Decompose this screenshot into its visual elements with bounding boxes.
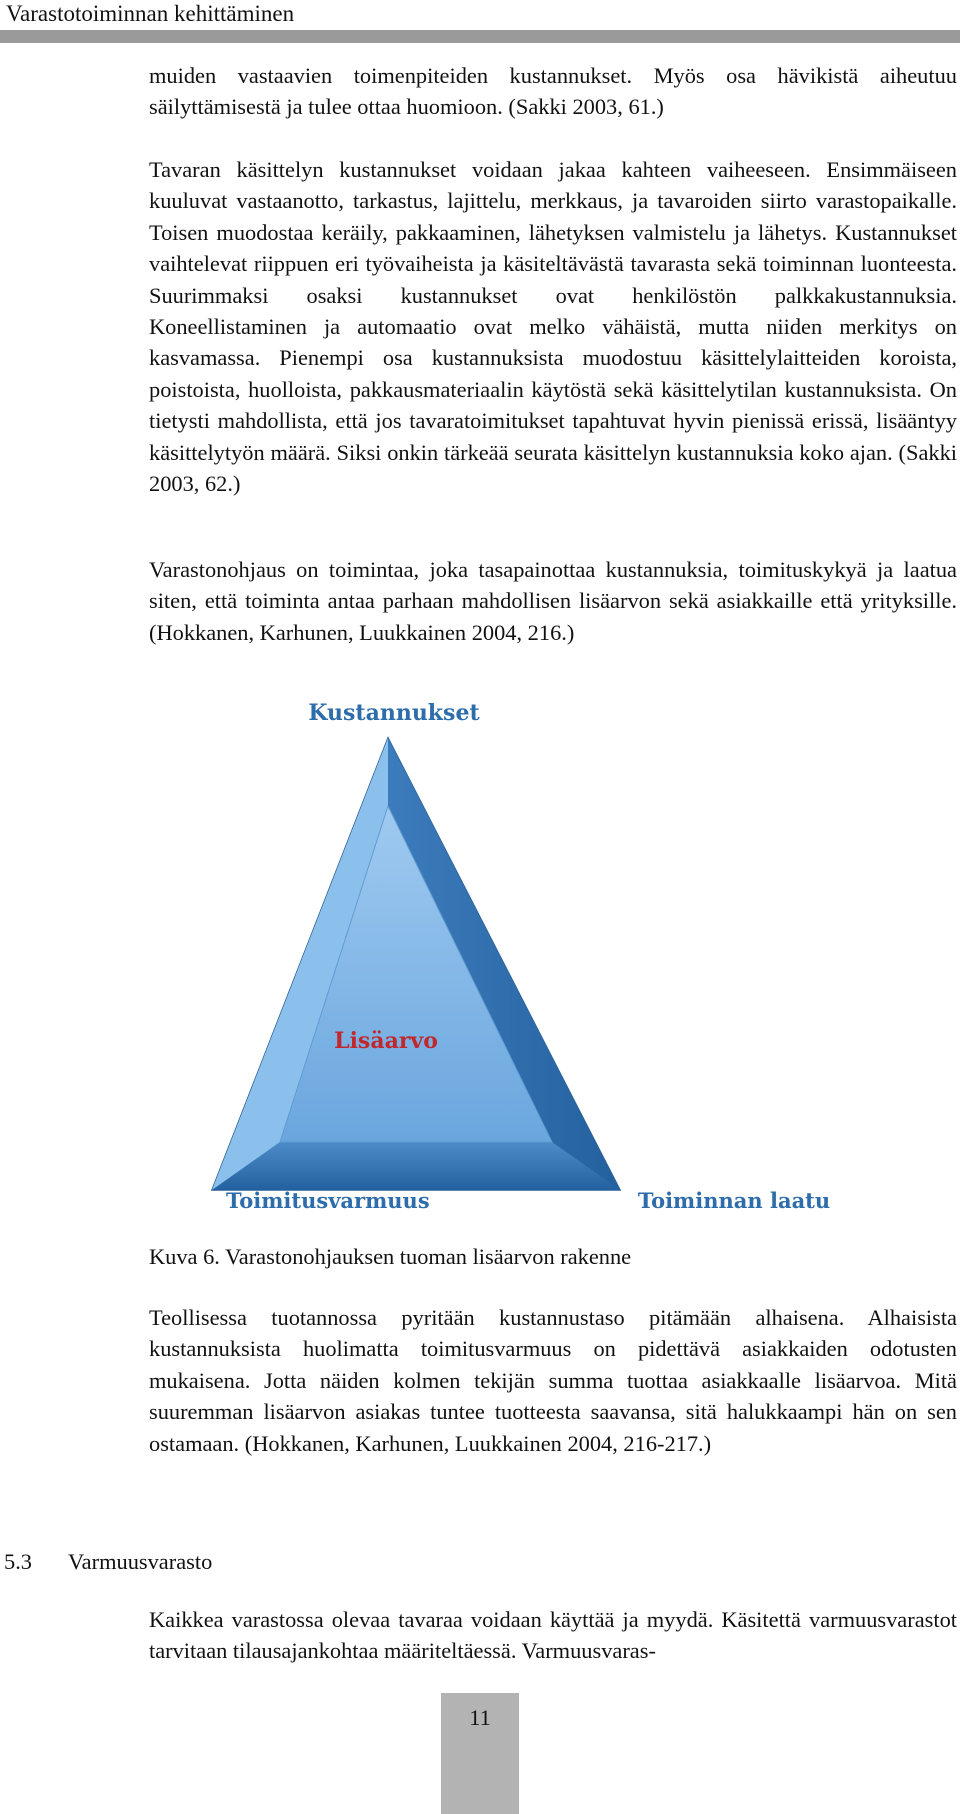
running-header-title: Varastotoiminnan kehittäminen bbox=[6, 1, 295, 26]
triangle-diagram bbox=[200, 690, 960, 1230]
triangle-bevel-bottom bbox=[212, 1142, 620, 1190]
section-heading bbox=[4, 1547, 212, 1577]
label-toimitusvarmuus: Toimitusvarmuus bbox=[226, 1188, 430, 1213]
paragraph-2: Tavaran käsittelyn kustannukset voidaan jakaa kahteen vaiheeseen. Ensimmäiseen kuuluvat vastaanotto, tarkastus, lajittelu, merkkaus, ja tavaroiden siirto varastopaikalle. Toisen muodostaa keräily, pakkaaminen, lähetyksen valmistelu ja lähetys. Kustannukset vaihtelevat riippuen eri työvaiheista ja käsiteltävästä tavarasta sekä toiminnan luonteesta. Suurimmaksi osaksi kustannukset ovat henkilöstön palkkakustannuksia. Koneellistaminen ja automaatio ovat melko vähäistä, mutta niiden merkitys on kasvamassa. Pienempi osa kustannuksista muodostuu käsittelylaitteiden koroista, poistoista, huolloista, pakkausmateriaalin käytöstä sekä käsittelytilan kustannuksista. On tietysti mahdollista, että jos tavaratoimitukset tapahtuvat hyvin pienissä erissä, lisääntyy käsittelytyön määrä. Siksi onkin tärkeää seurata käsittelyn kustannuksia koko ajan. (Sakki 2003, 62.) bbox=[149, 157, 957, 497]
label-toiminnan-laatu: Toiminnan laatu bbox=[637, 1188, 831, 1213]
page-number: 11 bbox=[469, 1705, 491, 1730]
paragraph-4: Teollisessa tuotannossa pyritään kustannustaso pitämään alhaisena. Alhaisista kustannuksista huolimatta toimitusvarmuus on pidettävä asiakkaiden odotusten mukaisena. Jotta näiden kolmen tekijän summa tuottaa asiakkaalle lisäarvoa. Mitä suuremman lisäarvon asiakas tuntee tuotteesta saavansa, sitä halukkaampi hän on sen ostamaan. (Hokkanen, Karhunen, Luukkainen 2004, 216-217.) bbox=[149, 1305, 957, 1456]
figure-caption: Kuva 6. Varastonohjauksen tuoman lisäarvon rakenne bbox=[149, 1244, 632, 1269]
section-title: Varmuusvarasto bbox=[68, 1549, 213, 1574]
label-kustannukset: Kustannukset bbox=[308, 700, 480, 726]
header-rule bbox=[0, 30, 960, 43]
lisaarvo-triangle-figure bbox=[200, 690, 960, 1230]
paragraph-3: Varastonohjaus on toimintaa, joka tasapainottaa kustannuksia, toimituskykyä ja laatua siten, että toiminta antaa parhaan mahdollisen lisäarvon sekä asiakkaille että yrityksille. (Hokkanen, Karhunen, Luukkainen 2004, 216.) bbox=[149, 557, 957, 645]
paragraph-1: muiden vastaavien toimenpiteiden kustannukset. Myös osa hävikistä aiheutuu säilyttämisestä ja tulee ottaa huomioon. (Sakki 2003, 61.) bbox=[149, 63, 957, 120]
label-lisaarvo: Lisäarvo bbox=[334, 1028, 438, 1054]
section-number: 5.3 bbox=[4, 1549, 32, 1574]
page-number-box bbox=[441, 1693, 519, 1814]
paragraph-5: Kaikkea varastossa olevaa tavaraa voidaan käyttää ja myydä. Käsitettä varmuusvarastot tarvitaan tilausajankohtaa määriteltäessä. Varmuusvaras- bbox=[149, 1607, 957, 1664]
